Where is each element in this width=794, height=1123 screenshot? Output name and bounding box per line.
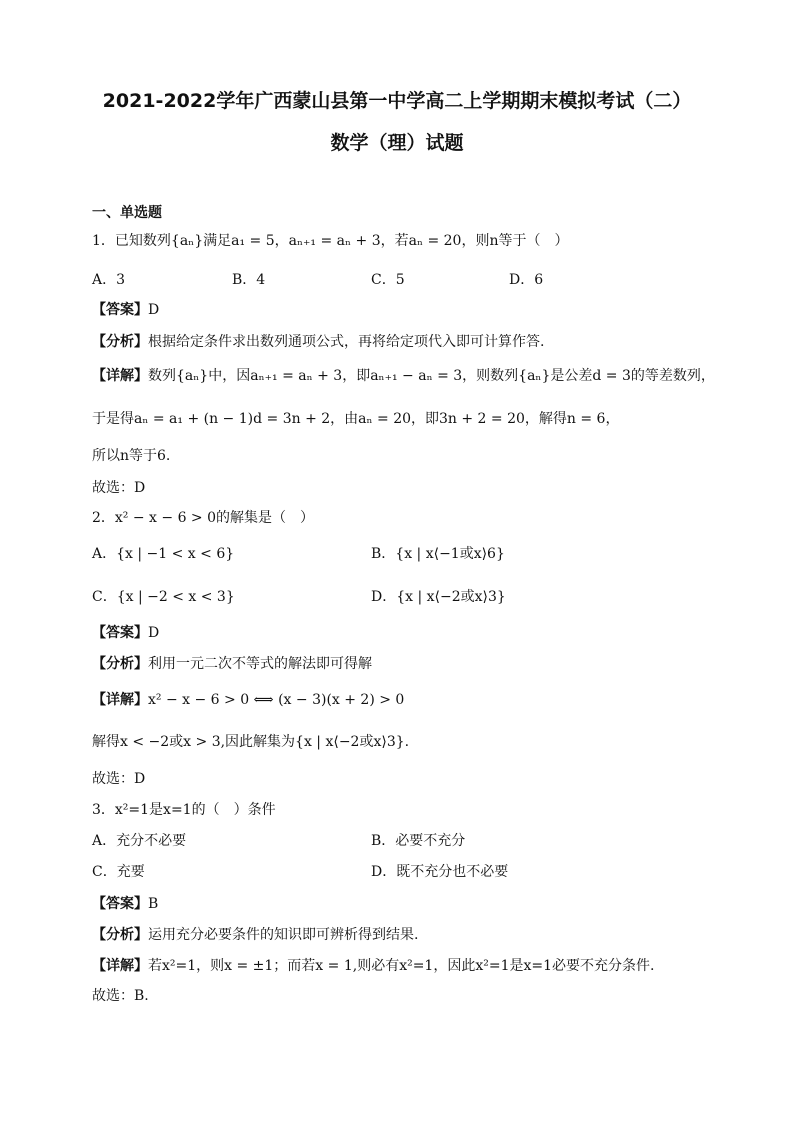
q2-answer xyxy=(92,624,159,642)
q2-option-b: B．{x | x⟨−1或x⟩6} xyxy=(371,546,505,562)
q3-stem: 3．x²=1是x=1的（ ）条件 xyxy=(92,802,276,818)
q2-option-c: C．{x | −2 < x < 3} xyxy=(92,589,235,605)
detail-label: 【详解】 xyxy=(92,958,148,974)
q1-option-b: B．4 xyxy=(232,272,266,288)
answer-value: B xyxy=(148,896,159,912)
q1-answer xyxy=(92,301,159,319)
analysis-label: 【分析】 xyxy=(92,334,148,350)
q3-detail-1 xyxy=(92,957,654,975)
title-line-1: 2021-2022学年广西蒙山县第一中学高二上学期期末模拟考试（二） xyxy=(102,90,692,112)
analysis-label: 【分析】 xyxy=(92,656,148,672)
analysis-text: 根据给定条件求出数列通项公式，再将给定项代入即可计算作答. xyxy=(148,334,545,350)
q2-conclusion: 故选：D xyxy=(92,771,146,787)
q1-conclusion: 故选：D xyxy=(92,480,146,496)
q1-option-a: A．3 xyxy=(92,272,126,288)
q2-option-a: A．{x | −1 < x < 6} xyxy=(92,546,235,562)
q1-analysis xyxy=(92,333,544,351)
detail-text: 数列{aₙ}中，因aₙ₊₁ = aₙ + 3，即aₙ₊₁ − aₙ = 3，则数列{aₙ}是公差d = 3的等差数列， xyxy=(148,368,715,384)
q3-option-a: A．充分不必要 xyxy=(92,833,187,849)
q1-detail-2: 于是得aₙ = a₁ + (n − 1)d = 3n + 2，由aₙ = 20，即3n + 2 = 20，解得n = 6， xyxy=(92,411,620,427)
q1-detail-1 xyxy=(92,367,715,385)
analysis-text: 运用充分必要条件的知识即可辨析得到结果. xyxy=(148,927,419,943)
q1-option-c: C．5 xyxy=(371,272,405,288)
q3-option-d: D．既不充分也不必要 xyxy=(371,864,509,880)
analysis-text: 利用一元二次不等式的解法即可得解 xyxy=(148,656,372,672)
q3-conclusion: 故选：B. xyxy=(92,988,149,1004)
q2-analysis xyxy=(92,655,372,673)
q1-detail-3: 所以n等于6. xyxy=(92,448,171,464)
q3-option-b: B．必要不充分 xyxy=(371,833,466,849)
answer-label: 【答案】 xyxy=(92,302,148,318)
detail-label: 【详解】 xyxy=(92,368,148,384)
q2-option-d: D．{x | x⟨−2或x⟩3} xyxy=(371,589,506,605)
q3-analysis xyxy=(92,926,418,944)
answer-value: D xyxy=(148,302,160,318)
detail-label: 【详解】 xyxy=(92,692,148,708)
q3-answer xyxy=(92,895,158,913)
q2-detail-2: 解得x < −2或x > 3,因此解集为{x | x⟨−2或x⟩3}. xyxy=(92,734,410,750)
answer-label: 【答案】 xyxy=(92,896,148,912)
detail-text: 若x²=1，则x = ±1；而若x = 1,则必有x²=1，因此x²=1是x=1必要不充分条件. xyxy=(148,958,655,974)
q2-detail-1 xyxy=(92,691,404,709)
detail-text: x² − x − 6 > 0 ⟺ (x − 3)(x + 2) > 0 xyxy=(148,692,405,708)
analysis-label: 【分析】 xyxy=(92,927,148,943)
answer-value: D xyxy=(148,625,160,641)
q1-stem: 1．已知数列{aₙ}满足a₁ = 5，aₙ₊₁ = aₙ + 3，若aₙ = 20，则n等于（ ） xyxy=(92,233,569,249)
section-heading: 一、单选题 xyxy=(92,205,162,221)
q2-stem: 2．x² − x − 6 > 0的解集是（ ） xyxy=(92,510,315,526)
title-line-2: 数学（理）试题 xyxy=(330,132,464,154)
answer-label: 【答案】 xyxy=(92,625,148,641)
q3-option-c: C．充要 xyxy=(92,864,145,880)
q1-option-d: D．6 xyxy=(509,272,544,288)
